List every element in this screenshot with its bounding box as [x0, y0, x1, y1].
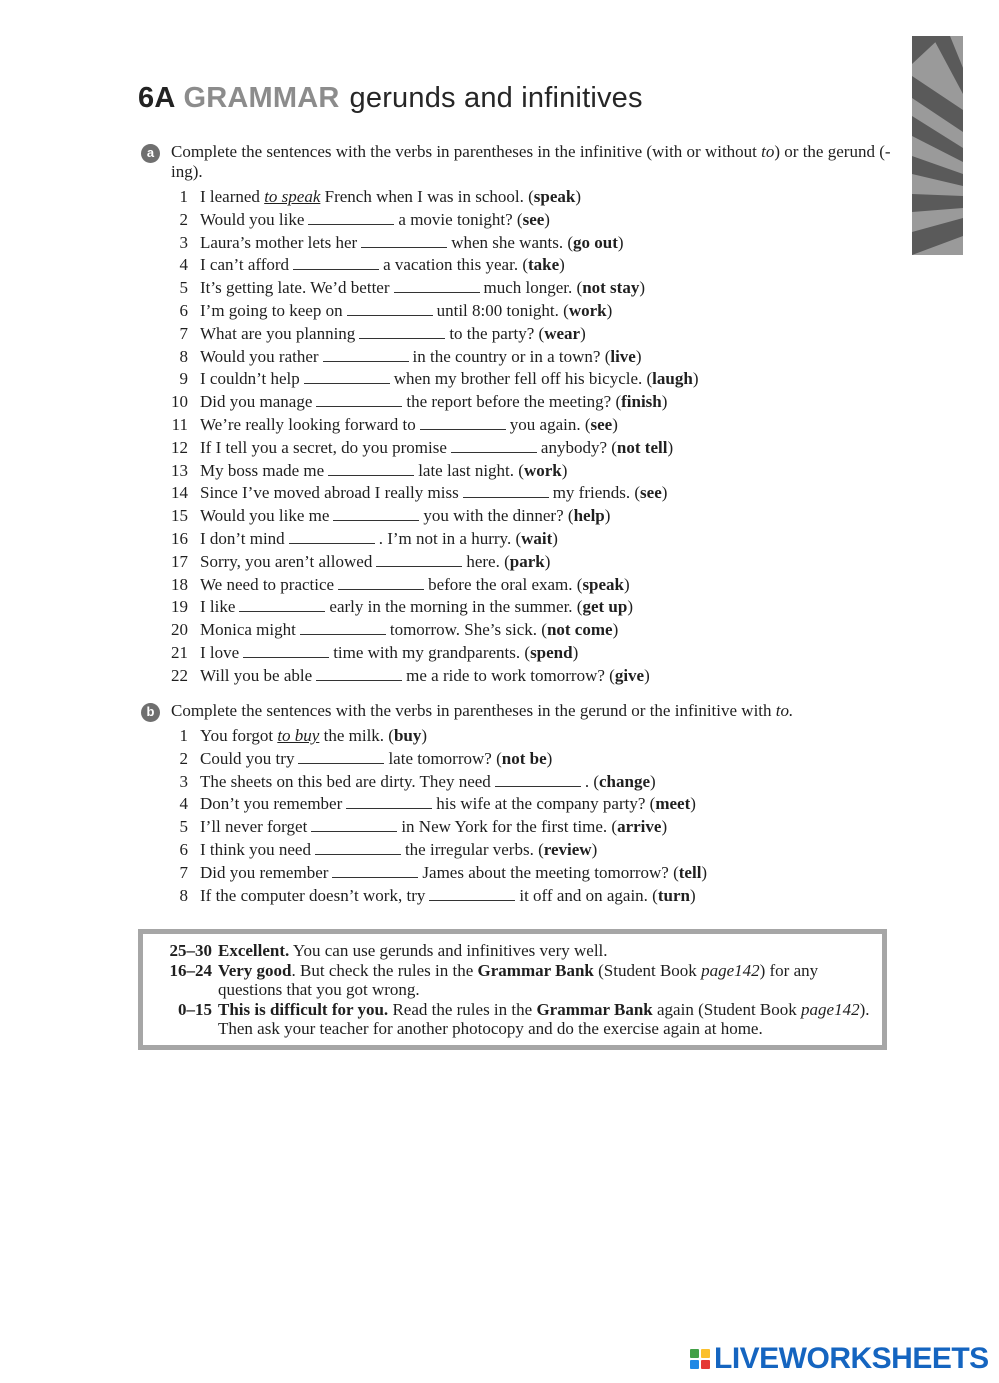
answer-blank[interactable] — [338, 574, 424, 590]
item-number: 10 — [171, 392, 188, 412]
item-text: Monica might tomorrow. She’s sick. (not come) — [200, 620, 619, 640]
exercise-item — [138, 885, 898, 908]
answer-blank[interactable] — [316, 391, 402, 407]
answer-blank[interactable] — [311, 816, 397, 832]
item-text: It’s getting late. We’d better much longer. (not stay) — [200, 278, 646, 298]
answer-blank[interactable] — [451, 437, 537, 453]
score-row-very-good: 16–24 Very good. But check the rules in the Grammar Bank (Student Book page142) for any questions that you got wrong. — [143, 961, 882, 1000]
exercise-item — [138, 254, 898, 277]
answer-blank[interactable] — [323, 346, 409, 362]
exercise-item — [138, 346, 898, 369]
verb-hint: see — [522, 209, 545, 229]
item-number: 14 — [171, 483, 188, 503]
verb-hint: go out — [573, 232, 618, 252]
verb-hint: see — [590, 414, 613, 434]
exercise-item — [138, 665, 898, 688]
exercise-item — [138, 391, 898, 414]
answer-blank[interactable] — [333, 505, 419, 521]
verb-hint: finish — [621, 392, 662, 412]
verb-hint: get up — [582, 597, 628, 617]
item-text: My boss made me late last night. (work) — [200, 460, 568, 480]
exercise-item — [138, 414, 898, 437]
item-number: 8 — [179, 346, 188, 366]
item-number: 22 — [171, 665, 188, 685]
item-number: 4 — [179, 255, 188, 275]
exercise-item — [138, 368, 898, 391]
logo-mark-icon — [690, 1349, 710, 1369]
item-text: I couldn’t help when my brother fell off his bicycle. (laugh) — [200, 369, 699, 389]
exercise-item — [138, 839, 898, 862]
exercise-item — [138, 300, 898, 323]
item-text: If the computer doesn’t work, try it off and on again. (turn) — [200, 885, 696, 905]
exercise-b-list — [138, 725, 898, 907]
lesson-category: GRAMMAR — [183, 82, 340, 114]
item-text: Would you rather in the country or in a town? (live) — [200, 346, 642, 366]
item-text: Will you be able me a ride to work tomorrow? (give) — [200, 665, 650, 685]
answer-blank[interactable] — [463, 482, 549, 498]
verb-hint: buy — [393, 726, 422, 745]
verb-hint: laugh — [652, 369, 693, 389]
answer-blank[interactable] — [239, 596, 325, 612]
answer-blank[interactable] — [495, 771, 581, 787]
item-number: 4 — [179, 794, 188, 814]
exercise-item — [138, 551, 898, 574]
verb-hint: arrive — [617, 817, 662, 837]
verb-hint: spend — [530, 642, 573, 662]
answer-blank[interactable] — [304, 368, 390, 384]
item-number: 8 — [179, 885, 188, 905]
exercise-item — [138, 460, 898, 483]
item-number: 19 — [171, 597, 188, 617]
verb-hint: take — [527, 255, 560, 275]
item-number: 7 — [179, 323, 188, 343]
verb-hint: meet — [655, 794, 691, 814]
item-number: 12 — [171, 437, 188, 457]
exercise-a-list — [138, 186, 898, 688]
exercise-a-badge: a — [141, 144, 160, 163]
item-text: I’m going to keep on until 8:00 tonight. (work) — [200, 300, 613, 320]
answer-blank[interactable] — [293, 254, 379, 270]
exercise-item — [138, 528, 898, 551]
item-number: 1 — [179, 726, 188, 745]
item-text: I’ll never forget in New York for the first time. (arrive) — [200, 817, 668, 837]
item-number: 15 — [171, 506, 188, 526]
verb-hint: park — [509, 551, 545, 571]
exercise-item — [138, 277, 898, 300]
item-number: 16 — [171, 528, 188, 548]
item-text: Don’t you remember his wife at the company party? (meet) — [200, 794, 696, 814]
exercise-item — [138, 186, 898, 209]
answer-blank[interactable] — [308, 209, 394, 225]
page-title — [138, 82, 643, 115]
exercise-item — [138, 574, 898, 597]
item-number: 2 — [179, 748, 188, 768]
item-number: 6 — [179, 300, 188, 320]
answer-blank[interactable] — [316, 665, 402, 681]
liveworksheets-logo[interactable] — [690, 1344, 989, 1374]
verb-hint: work — [523, 460, 562, 480]
item-number: 3 — [179, 771, 188, 791]
verb-hint: wear — [544, 323, 581, 343]
item-number: 5 — [179, 817, 188, 837]
score-range: 16–24 — [169, 960, 212, 980]
exercise-a — [138, 142, 898, 688]
verb-hint: speak — [582, 574, 625, 594]
answer-blank[interactable] — [347, 300, 433, 316]
exercise-item — [138, 482, 898, 505]
item-text: Did you remember James about the meeting tomorrow? (tell) — [200, 862, 708, 882]
score-range: 0–15 — [178, 999, 212, 1019]
answer-blank[interactable] — [289, 528, 375, 544]
item-number: 21 — [171, 642, 188, 662]
verb-hint: change — [598, 771, 650, 791]
item-number: 17 — [171, 551, 188, 571]
verb-hint: turn — [657, 885, 690, 905]
answer-blank[interactable] — [361, 232, 447, 248]
example-answer: to speak — [264, 187, 321, 206]
item-number: 9 — [179, 369, 188, 389]
item-text: Since I’ve moved abroad I really miss my friends. (see) — [200, 483, 668, 503]
item-text: I learned to speak French when I was in school. (speak) — [200, 187, 582, 206]
item-text: I don’t mind . I’m not in a hurry. (wait) — [200, 528, 558, 548]
answer-blank[interactable] — [315, 839, 401, 855]
verb-hint: not tell — [616, 437, 668, 457]
verb-hint: review — [543, 839, 592, 859]
exercise-item — [138, 642, 898, 665]
item-text: The sheets on this bed are dirty. They need . (change) — [200, 771, 656, 791]
exercise-item — [138, 437, 898, 460]
exercise-item — [138, 725, 898, 748]
score-row-excellent: 25–30 Excellent. You can use gerunds and infinitives very well. — [143, 941, 882, 961]
item-text: You forgot to buy the milk. (buy) — [200, 726, 428, 745]
answer-blank[interactable] — [300, 619, 386, 635]
item-text: What are you planning to the party? (wear) — [200, 323, 586, 343]
exercise-item — [138, 793, 898, 816]
exercise-item — [138, 209, 898, 232]
exercise-item — [138, 748, 898, 771]
answer-blank[interactable] — [376, 551, 462, 567]
verb-hint: not stay — [582, 278, 640, 298]
answer-blank[interactable] — [243, 642, 329, 658]
verb-hint: wait — [521, 528, 553, 548]
sunburst-decoration — [912, 36, 963, 255]
item-number: 13 — [171, 460, 188, 480]
exercise-item — [138, 505, 898, 528]
item-text: Would you like a movie tonight? (see) — [200, 209, 550, 229]
item-text: I can’t afford a vacation this year. (take) — [200, 255, 565, 275]
exercise-item — [138, 771, 898, 794]
item-text: We’re really looking forward to you again. (see) — [200, 414, 618, 434]
item-text: We need to practice before the oral exam. (speak) — [200, 574, 630, 594]
answer-blank[interactable] — [332, 862, 418, 878]
exercise-item — [138, 323, 898, 346]
verb-hint: give — [614, 665, 645, 685]
item-number: 6 — [179, 839, 188, 859]
lesson-topic: gerunds and infinitives — [349, 82, 643, 114]
verb-hint: see — [640, 483, 662, 503]
exercise-a-instruction: Complete the sentences with the verbs in parentheses in the infinitive (with or without to) or the gerund (-ing). — [171, 142, 891, 181]
exercise-b-instruction: Complete the sentences with the verbs in parentheses in the gerund or the infinitive with to. — [171, 701, 794, 720]
item-number: 2 — [179, 209, 188, 229]
item-text: Laura’s mother lets her when she wants. (go out) — [200, 232, 624, 252]
verb-hint: not come — [546, 620, 613, 640]
item-number: 5 — [179, 278, 188, 298]
logo-text: LIVEWORKSHEETS — [714, 1342, 989, 1375]
item-number: 18 — [171, 574, 188, 594]
answer-blank[interactable] — [346, 793, 432, 809]
item-text: Did you manage the report before the meeting? (finish) — [200, 392, 668, 412]
exercise-item — [138, 816, 898, 839]
answer-blank[interactable] — [420, 414, 506, 430]
score-row-difficult: 0–15 This is difficult for you. Read the rules in the Grammar Bank again (Student Book page142). Then ask your teacher for another photocopy and do the exercise again at home. — [143, 1000, 882, 1039]
lesson-code: 6A — [138, 82, 176, 114]
item-text: Sorry, you aren’t allowed here. (park) — [200, 551, 551, 571]
verb-hint: speak — [533, 187, 576, 206]
item-number: 7 — [179, 862, 188, 882]
exercise-b-badge: b — [141, 703, 160, 722]
score-range: 25–30 — [169, 941, 212, 960]
item-number: 20 — [171, 620, 188, 640]
answer-blank[interactable] — [394, 277, 480, 293]
item-text: I love time with my grandparents. (spend) — [200, 642, 579, 662]
item-number: 1 — [179, 187, 188, 206]
verb-hint: live — [610, 346, 636, 366]
example-answer: to buy — [277, 726, 320, 745]
item-text: Would you like me you with the dinner? (help) — [200, 506, 611, 526]
exercise-item — [138, 862, 898, 885]
score-box — [138, 929, 887, 1050]
answer-blank[interactable] — [429, 885, 515, 901]
item-number: 3 — [179, 232, 188, 252]
answer-blank[interactable] — [328, 460, 414, 476]
exercise-item — [138, 619, 898, 642]
exercise-item — [138, 596, 898, 619]
verb-hint: not be — [501, 748, 547, 768]
verb-hint: tell — [678, 862, 702, 882]
item-text: Could you try late tomorrow? (not be) — [200, 748, 553, 768]
item-text: I think you need the irregular verbs. (review) — [200, 839, 598, 859]
verb-hint: help — [573, 506, 605, 526]
answer-blank[interactable] — [359, 323, 445, 339]
answer-blank[interactable] — [298, 748, 384, 764]
item-text: I like early in the morning in the summer. (get up) — [200, 597, 634, 617]
item-text: If I tell you a secret, do you promise anybody? (not tell) — [200, 437, 674, 457]
exercise-b — [138, 701, 898, 907]
exercise-item — [138, 232, 898, 255]
verb-hint: work — [568, 300, 607, 320]
item-number: 11 — [171, 414, 188, 434]
